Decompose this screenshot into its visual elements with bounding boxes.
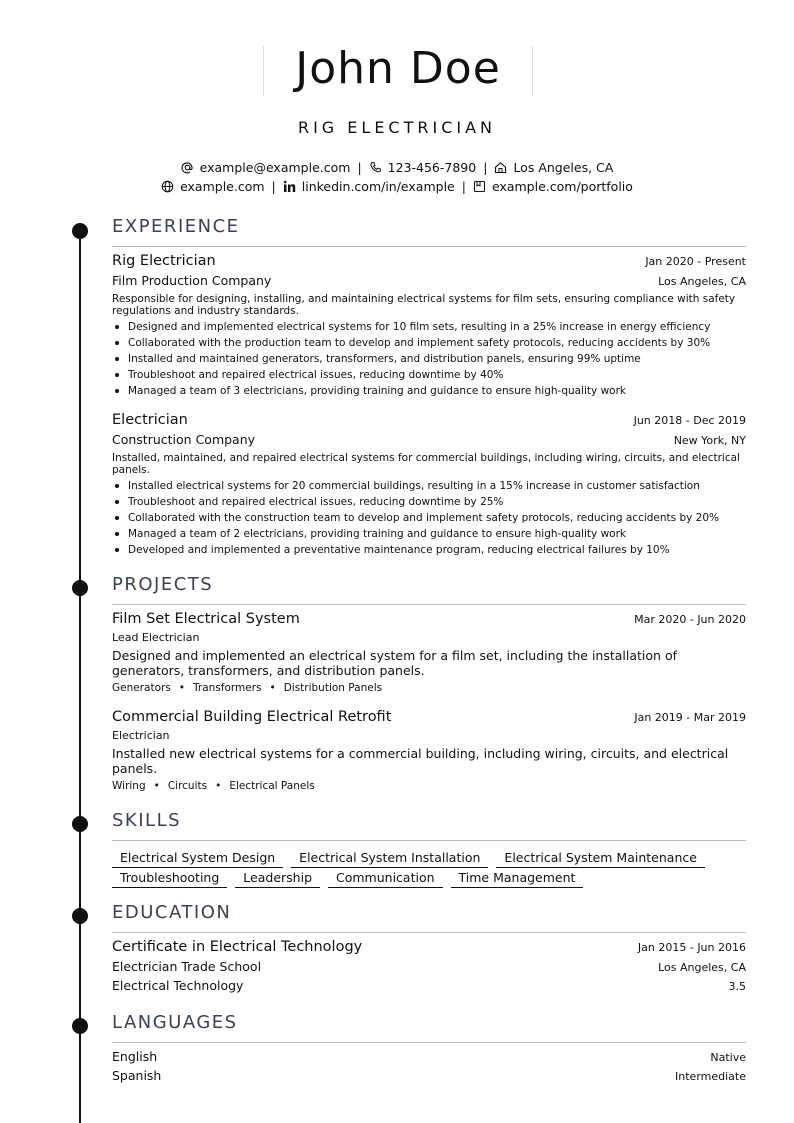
language-name: English (112, 1049, 158, 1064)
education-school-row (112, 959, 746, 974)
portfolio-link[interactable]: example.com/portfolio (491, 179, 633, 194)
job-dates-1: Jan 2020 - Present (645, 255, 746, 268)
project-header (112, 709, 746, 725)
job-subheader (112, 273, 746, 288)
timeline-line (79, 225, 81, 1123)
website-link[interactable]: example.com (180, 179, 265, 194)
timeline-dot (72, 580, 88, 596)
project-dates-1: Mar 2020 - Jun 2020 (634, 613, 746, 626)
phone-icon (369, 161, 382, 174)
keyword: Electrical Panels (229, 780, 315, 792)
candidate-name: John Doe (295, 43, 501, 94)
keyword: Circuits (167, 780, 208, 792)
project-title-2: Commercial Building Electrical Retrofit (112, 709, 392, 725)
education-dates: Jan 2015 - Jun 2016 (637, 941, 746, 954)
language-level: Native (710, 1051, 746, 1064)
education-header (112, 939, 746, 955)
keyword: Distribution Panels (283, 682, 383, 694)
job-header (112, 253, 746, 269)
home-icon (494, 161, 507, 174)
job-company-1: Film Production Company (112, 273, 272, 288)
gpa: 3.5 (728, 980, 746, 993)
timeline-dot (72, 223, 88, 239)
job-header (112, 412, 746, 428)
degree: Certificate in Electrical Technology (112, 939, 363, 955)
section-divider (112, 604, 746, 605)
skill-tag: Communication (328, 869, 443, 888)
job-summary-2: Installed, maintained, and repaired electrical systems for commercial buildings, including wiring, circuits, and electrical panels. (112, 452, 740, 476)
section-divider (112, 932, 746, 933)
section-title-education: EDUCATION (112, 902, 232, 923)
school-location: Los Angeles, CA (658, 961, 746, 974)
list-item: Troubleshoot and repaired electrical issues, reducing downtime by 25% (112, 494, 746, 510)
timeline-dot (72, 816, 88, 832)
keyword: Transformers (193, 682, 262, 694)
timeline-dot (72, 1018, 88, 1034)
list-item: Managed a team of 2 electricians, providing training and guidance to ensure high-quality work (112, 526, 746, 542)
keyword: Wiring (112, 780, 146, 792)
globe-icon (161, 180, 174, 193)
project-role-1: Lead Electrician (112, 631, 200, 644)
job-title-1: Rig Electrician (112, 253, 216, 269)
list-item: Installed and maintained generators, transformers, and distribution panels, ensuring 99% uptime (112, 351, 746, 367)
education-field-row (112, 978, 746, 993)
project-keywords-2: Wiring • Circuits • Electrical Panels (112, 780, 315, 792)
job-title: RIG ELECTRICIAN (297, 118, 497, 137)
at-icon (181, 161, 194, 174)
project-description-2: Installed new electrical systems for a commercial building, including wiring, circuits, and electrical panels. (112, 746, 729, 776)
job-summary-1: Responsible for designing, installing, and maintaining electrical systems for film sets, ensuring compliance with safety regulations and industry standards. (112, 293, 736, 317)
language-level: Intermediate (675, 1070, 746, 1083)
project-role-2: Electrician (112, 729, 170, 742)
contact-line-1: example@example.com | 123-456-7890 | Los Angeles, CA (0, 160, 794, 175)
section-title-projects: PROJECTS (112, 574, 214, 595)
phone-number[interactable]: 123-456-7890 (387, 160, 477, 175)
list-item: Developed and implemented a preventative maintenance program, reducing electrical failures by 10% (112, 542, 746, 558)
section-title-experience: EXPERIENCE (112, 216, 240, 237)
job-bullets-2 (112, 478, 746, 558)
linkedin-link[interactable]: linkedin.com/in/example (301, 179, 455, 194)
keyword: Generators (112, 682, 171, 694)
list-item: Managed a team of 3 electricians, providing training and guidance to ensure high-quality work (112, 383, 746, 399)
language-row (112, 1068, 746, 1083)
skill-tag: Electrical System Installation (291, 849, 488, 868)
skill-tag: Time Management (451, 869, 584, 888)
section-divider (112, 840, 746, 841)
name-frame (263, 43, 533, 96)
project-keywords-1: Generators • Transformers • Distribution Panels (112, 682, 383, 694)
list-item: Collaborated with the construction team to develop and implement safety protocols, reducing accidents by 20% (112, 510, 746, 526)
skill-tag: Electrical System Maintenance (496, 849, 705, 868)
timeline-dot (72, 908, 88, 924)
section-title-languages: LANGUAGES (112, 1012, 238, 1033)
language-row (112, 1049, 746, 1064)
linkedin-icon (283, 180, 296, 193)
job-location-2: New York, NY (673, 434, 746, 447)
school-name: Electrician Trade School (112, 959, 262, 974)
list-item: Installed electrical systems for 20 commercial buildings, resulting in a 15% increase in customer satisfaction (112, 478, 746, 494)
list-item: Designed and implemented electrical systems for 10 film sets, resulting in a 25% increase in energy efficiency (112, 319, 746, 335)
list-item: Troubleshoot and repaired electrical issues, reducing downtime by 40% (112, 367, 746, 383)
field-of-study: Electrical Technology (112, 978, 244, 993)
section-divider (112, 1042, 746, 1043)
section-title-skills: SKILLS (112, 810, 182, 831)
project-header (112, 611, 746, 627)
job-bullets-1 (112, 319, 746, 399)
project-title-1: Film Set Electrical System (112, 611, 300, 627)
project-dates-2: Jan 2019 - Mar 2019 (634, 711, 746, 724)
skill-tag: Troubleshooting (112, 869, 227, 888)
job-subheader (112, 432, 746, 447)
job-dates-2: Jun 2018 - Dec 2019 (633, 414, 746, 427)
skill-tag: Electrical System Design (112, 849, 283, 868)
location-text: Los Angeles, CA (513, 160, 614, 175)
project-description-1: Designed and implemented an electrical system for a film set, including the installation of generators, transformers, and distribution panels. (112, 648, 677, 678)
job-company-2: Construction Company (112, 432, 256, 447)
section-divider (112, 246, 746, 247)
list-item: Collaborated with the production team to develop and implement safety protocols, reducing accidents by 30% (112, 335, 746, 351)
language-name: Spanish (112, 1068, 162, 1083)
skills-list (112, 847, 746, 887)
portfolio-icon (473, 180, 486, 193)
job-location-1: Los Angeles, CA (658, 275, 746, 288)
skill-tag: Leadership (235, 869, 320, 888)
contact-line-2: example.com | linkedin.com/in/example | example.com/portfolio (0, 179, 794, 194)
job-title-2: Electrician (112, 412, 188, 428)
email-link[interactable]: example@example.com (199, 160, 351, 175)
